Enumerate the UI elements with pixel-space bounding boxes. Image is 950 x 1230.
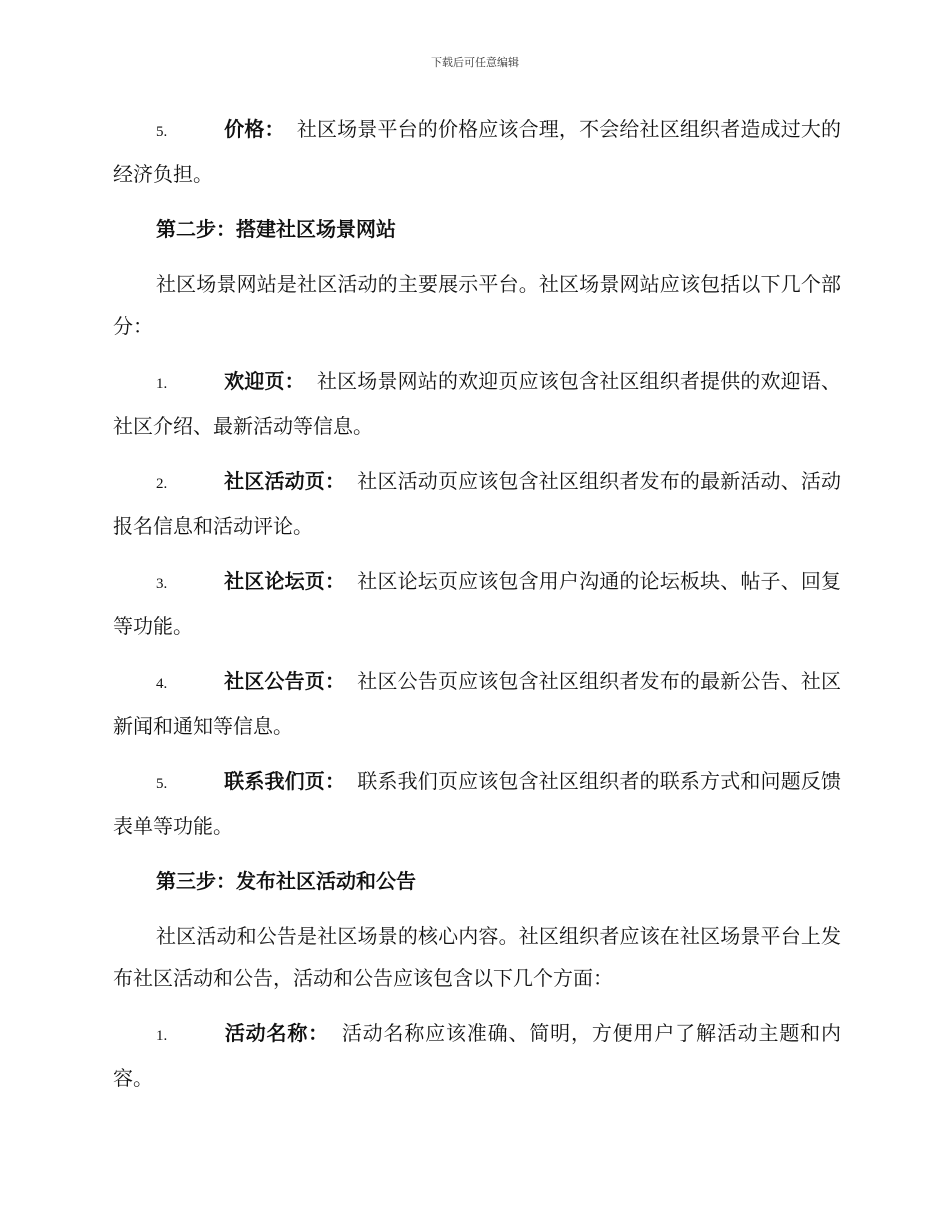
list-text: 活动名称应该准确、简明，方便用户了解活动主题和内容。 xyxy=(113,1021,841,1090)
list-item-forum-page xyxy=(113,560,841,647)
list-label: 社区公告页： xyxy=(224,669,346,693)
list-text: 联系我们页应该包含社区组织者的联系方式和问题反馈表单等功能。 xyxy=(113,769,842,838)
list-number: 5. xyxy=(156,776,168,792)
list-number: 5. xyxy=(156,124,168,140)
list-item-price xyxy=(113,108,841,195)
list-text: 社区公告页应该包含社区组织者发布的最新公告、社区新闻和通知等信息。 xyxy=(113,669,842,738)
document-body xyxy=(113,108,841,1112)
list-text: 社区论坛页应该包含用户沟通的论坛板块、帖子、回复等功能。 xyxy=(113,569,842,638)
list-item-activity-name xyxy=(113,1012,841,1099)
list-label: 联系我们页： xyxy=(224,769,346,793)
list-label: 社区论坛页： xyxy=(224,569,346,593)
paragraph-activity-intro: 社区活动和公告是社区场景的核心内容。社区组织者应该在社区场景平台上发布社区活动和公告，活动和公告应该包含以下几个方面： xyxy=(113,924,841,990)
list-label: 价格： xyxy=(224,117,285,141)
list-text: 社区场景网站的欢迎页应该包含社区组织者提供的欢迎语、社区介绍、最新活动等信息。 xyxy=(113,369,842,438)
list-text: 社区活动页应该包含社区组织者发布的最新活动、活动报名信息和活动评论。 xyxy=(113,469,842,538)
list-item-welcome-page xyxy=(113,360,841,447)
list-number: 1. xyxy=(156,376,168,392)
list-item-contact-page xyxy=(113,760,841,847)
list-number: 3. xyxy=(156,576,168,592)
list-text: 社区场景平台的价格应该合理，不会给社区组织者造成过大的经济负担。 xyxy=(113,117,842,186)
paragraph-website-intro: 社区场景网站是社区活动的主要展示平台。社区场景网站应该包括以下几个部分： xyxy=(113,272,841,338)
list-item-activity-page xyxy=(113,460,841,547)
section-heading-step3: 第三步：发布社区活动和公告 xyxy=(156,869,416,893)
list-number: 1. xyxy=(156,1028,168,1044)
list-label: 社区活动页： xyxy=(224,469,346,493)
page-header: 下载后可任意编辑 xyxy=(431,56,519,69)
section-heading-step2: 第二步：搭建社区场景网站 xyxy=(156,217,396,241)
list-number: 4. xyxy=(156,676,168,692)
list-number: 2. xyxy=(156,476,168,492)
list-item-notice-page xyxy=(113,660,841,747)
list-label: 活动名称： xyxy=(224,1021,329,1045)
list-label: 欢迎页： xyxy=(224,369,305,393)
